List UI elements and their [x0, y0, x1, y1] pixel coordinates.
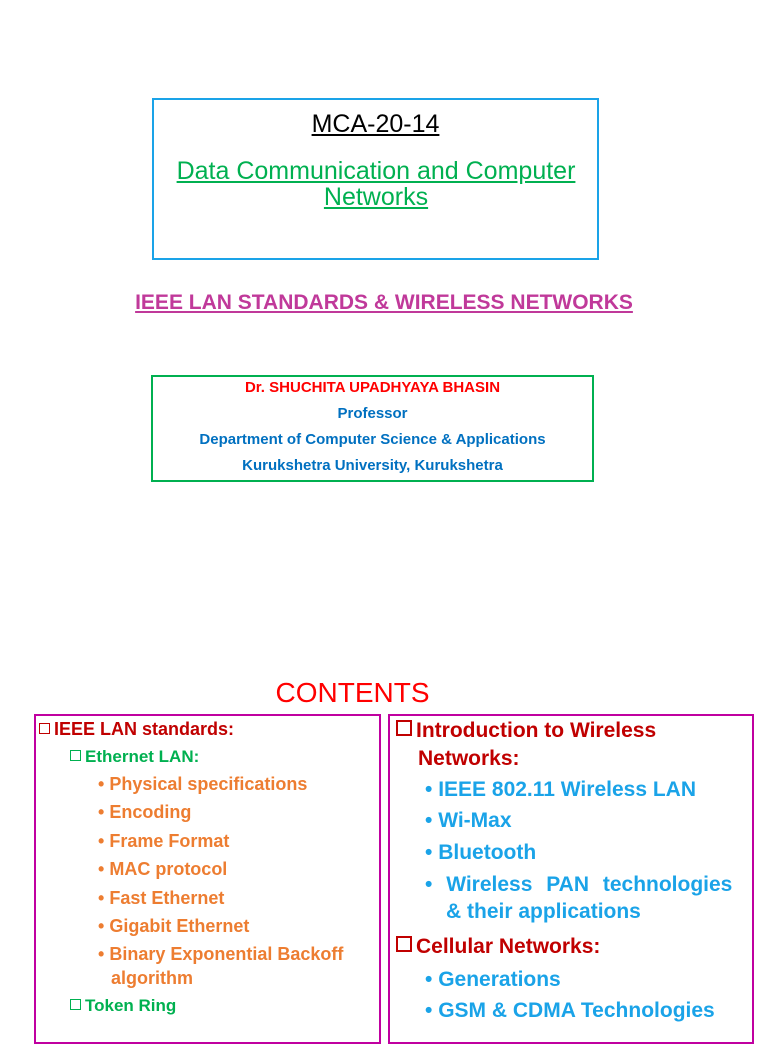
list-item-text: Encoding: [109, 802, 192, 822]
list-item: [98, 831, 229, 852]
topic-title: IEEE LAN STANDARDS & WIRELESS NETWORKS: [135, 291, 633, 314]
bullet-icon: •: [98, 831, 105, 851]
checkbox-bullet-icon: [396, 720, 412, 736]
checkbox-bullet-icon: [39, 723, 50, 734]
list-item-text: MAC protocol: [109, 859, 228, 879]
author-university: Kurukshetra University, Kurukshetra: [242, 457, 503, 474]
bullet-icon: •: [98, 802, 105, 822]
list-item: [425, 778, 696, 802]
left-sub-heading: [70, 747, 199, 767]
list-item-text: GSM & CDMA Technologies: [438, 999, 715, 1022]
list-item-text: Physical specifications: [109, 774, 308, 794]
list-item: [425, 999, 715, 1023]
list-item: [425, 968, 561, 992]
bullet-icon: •: [425, 778, 433, 801]
bullet-icon: •: [98, 859, 105, 879]
list-item-text: Wireless PAN technologies: [446, 873, 733, 896]
list-item-text: IEEE 802.11 Wireless LAN: [438, 778, 696, 801]
checkbox-bullet-icon: [70, 750, 81, 761]
left-sub-heading-2: [70, 996, 176, 1016]
list-item: [98, 774, 307, 795]
checkbox-bullet-icon: [396, 936, 412, 952]
list-item-text: Gigabit Ethernet: [109, 916, 250, 936]
list-item: [98, 944, 343, 965]
bullet-icon: •: [98, 916, 105, 936]
course-code: MCA-20-14: [311, 110, 440, 138]
author-role: Professor: [337, 405, 408, 422]
list-item: [98, 859, 227, 880]
list-item: [425, 841, 536, 865]
list-item-text: Generations: [438, 968, 561, 991]
bullet-icon: •: [98, 888, 105, 908]
list-item: [98, 802, 191, 823]
list-item-text: Frame Format: [109, 831, 230, 851]
list-item: [425, 873, 745, 897]
list-item-text: Binary Exponential Backoff: [109, 944, 344, 964]
list-item: [98, 916, 249, 937]
list-item-continuation: algorithm: [111, 968, 194, 988]
bullet-icon: •: [425, 968, 433, 991]
right-heading-2: [396, 935, 600, 959]
right-heading-2-text: Cellular Networks:: [416, 935, 601, 958]
course-name: [160, 158, 592, 210]
author-department: Department of Computer Science & Applications: [199, 431, 546, 448]
right-heading-1-text: Introduction to Wireless: [416, 719, 657, 742]
list-item-text: Bluetooth: [438, 841, 537, 864]
bullet-icon: •: [98, 774, 105, 794]
course-name-line-2: Networks: [323, 183, 429, 211]
list-item-text: Fast Ethernet: [109, 888, 225, 908]
list-item-continuation: & their applications: [446, 900, 641, 923]
bullet-icon: •: [425, 999, 433, 1022]
checkbox-bullet-icon: [70, 999, 81, 1010]
left-sub-heading-2-text: Token Ring: [85, 996, 177, 1015]
right-heading-1-continuation: Networks:: [418, 747, 520, 770]
course-name-line-1: Data Communication and Computer: [176, 157, 576, 185]
right-heading-1: [396, 719, 656, 743]
left-heading-text: IEEE LAN standards:: [54, 719, 235, 739]
bullet-icon: •: [425, 873, 433, 896]
bullet-icon: •: [425, 809, 433, 832]
left-sub-heading-text: Ethernet LAN:: [85, 747, 200, 766]
list-item-text: Wi-Max: [438, 809, 512, 832]
left-heading: [39, 719, 234, 740]
list-item: [425, 809, 512, 833]
contents-title: CONTENTS: [275, 677, 430, 708]
bullet-icon: •: [98, 944, 105, 964]
bullet-icon: •: [425, 841, 433, 864]
author-name: Dr. SHUCHITA UPADHYAYA BHASIN: [244, 379, 501, 396]
list-item: [98, 888, 224, 909]
